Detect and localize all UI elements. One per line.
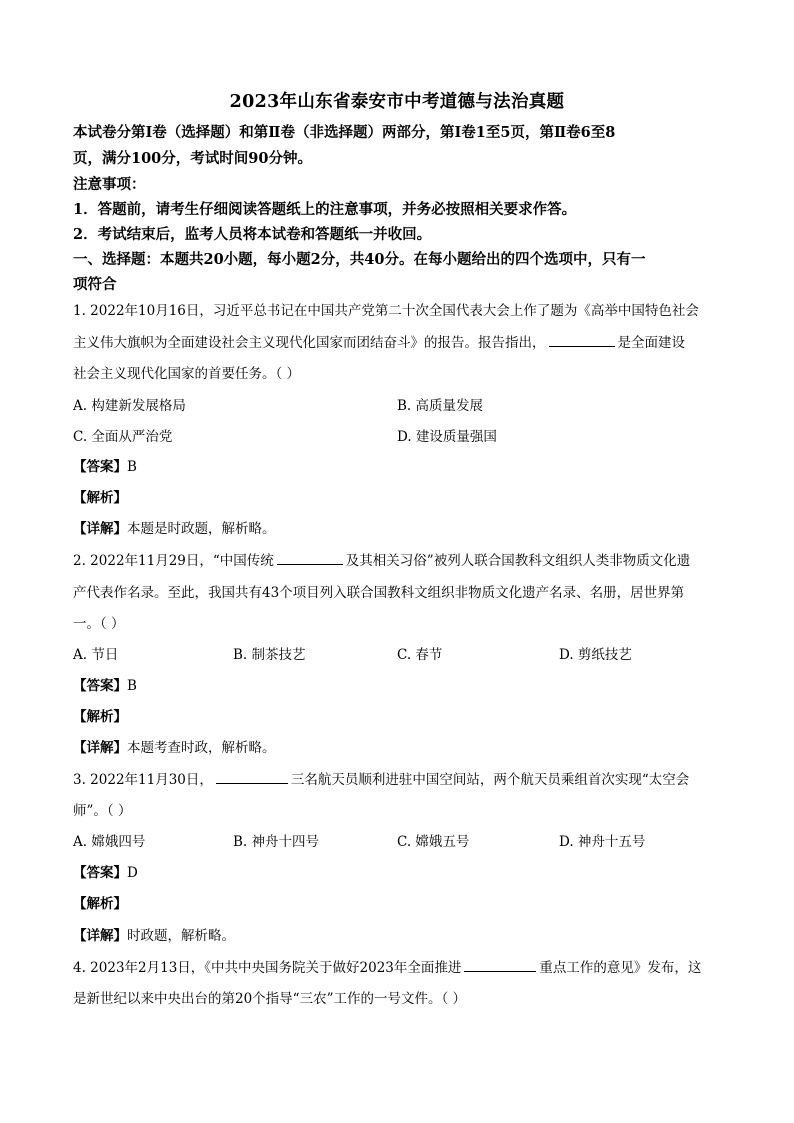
question-2-option-b: B. 制茶技艺 [233,647,306,663]
intro-line-1: 本试卷分第Ⅰ卷（选择题）和第Ⅱ卷（非选择题）两部分，第Ⅰ卷1至5页，第Ⅱ卷6至8 [73,124,616,141]
question-2-line-1 [73,551,723,571]
question-2-detail [73,738,723,758]
section-heading-line-2: 项符合 [73,276,117,293]
question-3-text: 三名航天员顺利进驻中国空间站，两个航天员乘组首次实现“太空会 [290,772,690,788]
question-1-text: 主义伟大旗帜为全面建设社会主义现代化国家而团结奋斗》的报告。报告指出， [73,335,546,351]
question-3-answer [73,863,723,883]
question-2-option-a: A. 节日 [73,647,119,663]
analysis-label: 【解析】 [73,490,127,506]
question-2-option-c: C. 春节 [397,647,443,663]
fill-blank [277,552,343,565]
fill-blank [549,334,615,347]
question-3-line-1 [73,770,723,790]
analysis-label: 【解析】 [73,709,127,725]
question-2-option-d: D. 剪纸技艺 [559,647,632,663]
answer-label: 【答案】 [73,678,127,694]
question-3-option-c: C. 嫦娥五号 [397,834,470,850]
question-1-answer [73,457,723,477]
question-3-detail [73,926,723,946]
question-1-option-c: C. 全面从严治党 [73,429,173,445]
question-3-analysis [73,894,723,914]
question-1-option-b: B. 高质量发展 [397,398,484,414]
question-1-line-1: 1. 2022年10月16日，习近平总书记在中国共产党第二十次全国代表大会上作了题为《高举中国特色社会 [73,303,699,319]
intro-line-2: 页，满分100分，考试时间90分钟。 [73,150,312,167]
section-heading-line-1: 一、选择题：本题共20小题，每小题2分，共40分。在每小题给出的四个选项中，只有一 [73,251,646,268]
notice-heading: 注意事项： [73,176,146,193]
answer-label: 【答案】 [73,865,127,881]
question-2-analysis [73,707,723,727]
analysis-label: 【解析】 [73,896,127,912]
question-1-analysis [73,488,723,508]
question-2-text: 及其相关习俗”被列人联合国教科文组织人类非物质文化遗 [345,553,691,569]
question-1-option-d: D. 建设质量强国 [397,429,497,445]
question-4-line-1 [73,958,723,978]
question-1-line-2 [73,333,723,353]
question-2-line-3: 一。（ ） [73,616,125,632]
detail-label: 【详解】 [73,740,127,756]
question-3-text: 3. 2022年11月30日， [73,772,213,788]
question-2-answer [73,676,723,696]
fill-blank [216,771,288,784]
fill-blank [464,959,536,972]
question-3-option-b: B. 神舟十四号 [233,834,320,850]
answer-value: D [127,865,138,881]
answer-value: B [127,459,137,475]
question-1-text: 是全面建设 [617,335,685,351]
page-title: 2023年山东省泰安市中考道德与法治真题 [229,92,565,112]
question-2-text: 2. 2022年11月29日，“中国传统 [73,553,274,569]
notice-item-2: 2．考试结束后，监考人员将本试卷和答题纸一并收回。 [73,226,432,243]
question-1-option-a: A. 构建新发展格局 [73,398,186,414]
detail-label: 【详解】 [73,521,127,537]
question-3-line-2: 师”。（ ） [73,803,132,819]
question-3-option-a: A. 嫦娥四号 [73,834,146,850]
question-2-line-2: 产代表作名录。至此，我国共有43个项目列入联合国教科文组织非物质文化遗产名录、名册，居世界第 [73,585,685,601]
detail-text: 本题是时政题，解析略。 [127,521,276,537]
question-1-line-3: 社会主义现代化国家的首要任务。（ ） [73,366,301,382]
question-4-text: 重点工作的意见》发布，这 [539,960,702,976]
answer-label: 【答案】 [73,459,127,475]
detail-text: 本题考查时政，解析略。 [127,740,276,756]
notice-item-1: 1．答题前，请考生仔细阅读答题纸上的注意事项，并务必按照相关要求作答。 [73,201,577,218]
question-4-text: 4. 2023年2月13日，《中共中央国务院关于做好2023年全面推进 [73,960,462,976]
question-1-detail [73,519,723,539]
detail-label: 【详解】 [73,928,127,944]
question-4-line-2: 是新世纪以来中央出台的第20个指导“三农”工作的一号文件。（ ） [73,991,467,1007]
answer-value: B [127,678,137,694]
question-3-option-d: D. 神舟十五号 [559,834,646,850]
detail-text: 时政题，解析略。 [127,928,235,944]
